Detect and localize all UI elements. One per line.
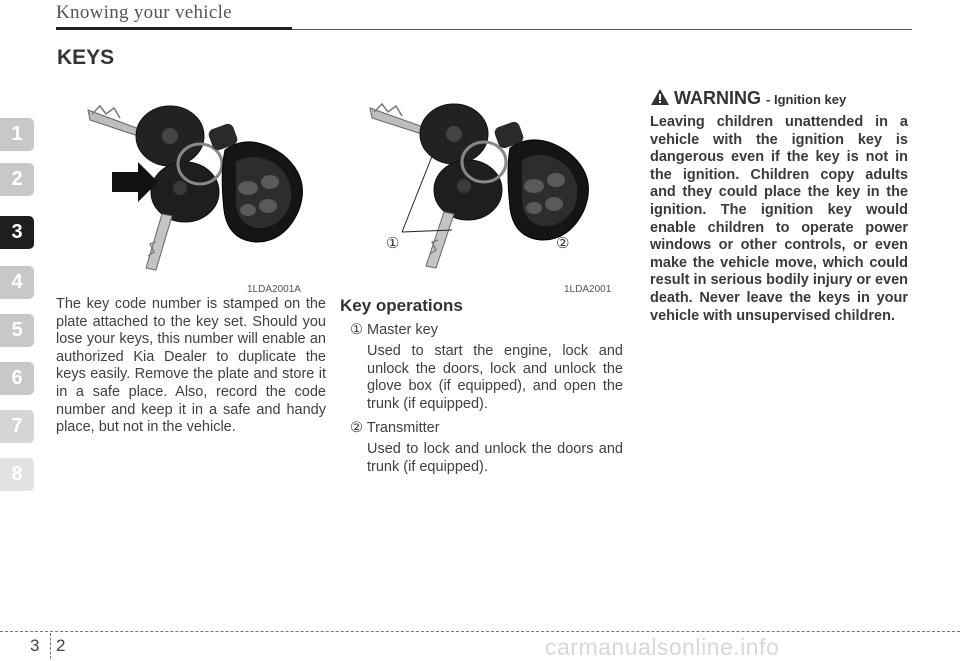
item-marker: ② xyxy=(350,420,363,436)
warning-triangle-icon xyxy=(650,88,670,106)
chapter-tab-5[interactable] xyxy=(0,314,34,347)
key-operation-transmitter xyxy=(350,420,440,436)
chapter-tab-label: 1 xyxy=(11,123,23,145)
warning-label: WARNING xyxy=(674,88,761,108)
chapter-tab-8[interactable] xyxy=(0,458,34,491)
key-code-paragraph: The key code number is stamped on the plate attached to the key set. Should you lose your keys, this number will enable an authorized Kia Dealer to duplicate the keys easily. Remove the plate and store it in a safe place. Also, record the code number and keep it in a safe and handy place, but not in the vehicle. xyxy=(56,296,326,436)
item-marker: ① xyxy=(350,322,363,338)
page-number-divider xyxy=(50,633,51,659)
figure-code-right: 1LDA2001 xyxy=(564,284,612,295)
key-operations-illustration xyxy=(340,92,625,280)
item-name: Transmitter xyxy=(366,420,440,436)
key-operations-title: Key operations xyxy=(340,296,463,315)
chapter-tab-2[interactable] xyxy=(0,163,34,196)
warning-body: Leaving children unattended in a vehicle with the ignition key is dangerous even if the key is not in the ignition. Children copy adults and they could place the key in the ignition. The ignition key would enable children to operate power windows or other controls, or even make the vehicle move, which could result in serious bodily injury or even death. Never leave the keys in your vehicle with unsupervised children. xyxy=(650,114,908,324)
header-title: Knowing your vehicle xyxy=(56,2,232,23)
figure-code-left: 1LDA2001A xyxy=(247,284,301,295)
chapter-tab-7[interactable] xyxy=(0,410,34,443)
callout-marker-2: ② xyxy=(556,235,570,252)
chapter-tab-label: 2 xyxy=(11,168,23,190)
warning-title xyxy=(650,88,846,109)
chapter-tab-label: 8 xyxy=(11,463,23,485)
chapter-tab-6[interactable] xyxy=(0,362,34,395)
header-rule xyxy=(56,27,292,30)
watermark: carmanualsonline.info xyxy=(545,634,780,660)
header-rule-thin xyxy=(292,29,912,30)
footer-rule xyxy=(0,631,960,632)
warning-subtitle: - Ignition key xyxy=(766,92,847,107)
chapter-tab-4[interactable] xyxy=(0,266,34,299)
key-set-illustration xyxy=(60,92,330,280)
chapter-tab-label: 6 xyxy=(11,367,23,389)
chapter-tab-label: 4 xyxy=(11,271,23,293)
master-key-description: Used to start the engine, lock and unlock the doors, lock and unlock the glove box (if equipped), and open the trunk (if equipped). xyxy=(367,343,623,412)
chapter-tab-1[interactable] xyxy=(0,118,34,151)
item-name: Master key xyxy=(367,322,438,338)
chapter-tab-3[interactable] xyxy=(0,216,34,249)
key-operation-master xyxy=(350,322,438,338)
page-section: 3 xyxy=(30,636,40,655)
callout-marker-1: ① xyxy=(386,235,400,252)
transmitter-description: Used to lock and unlock the doors and trunk (if equipped). xyxy=(367,441,623,475)
chapter-tab-label: 3 xyxy=(11,221,23,243)
key-operations-photo xyxy=(340,92,625,280)
key-set-photo xyxy=(60,92,330,280)
chapter-tab-label: 7 xyxy=(11,415,23,437)
chapter-tab-label: 5 xyxy=(11,319,23,341)
section-title: KEYS xyxy=(57,46,115,69)
page-number: 2 xyxy=(56,636,66,655)
